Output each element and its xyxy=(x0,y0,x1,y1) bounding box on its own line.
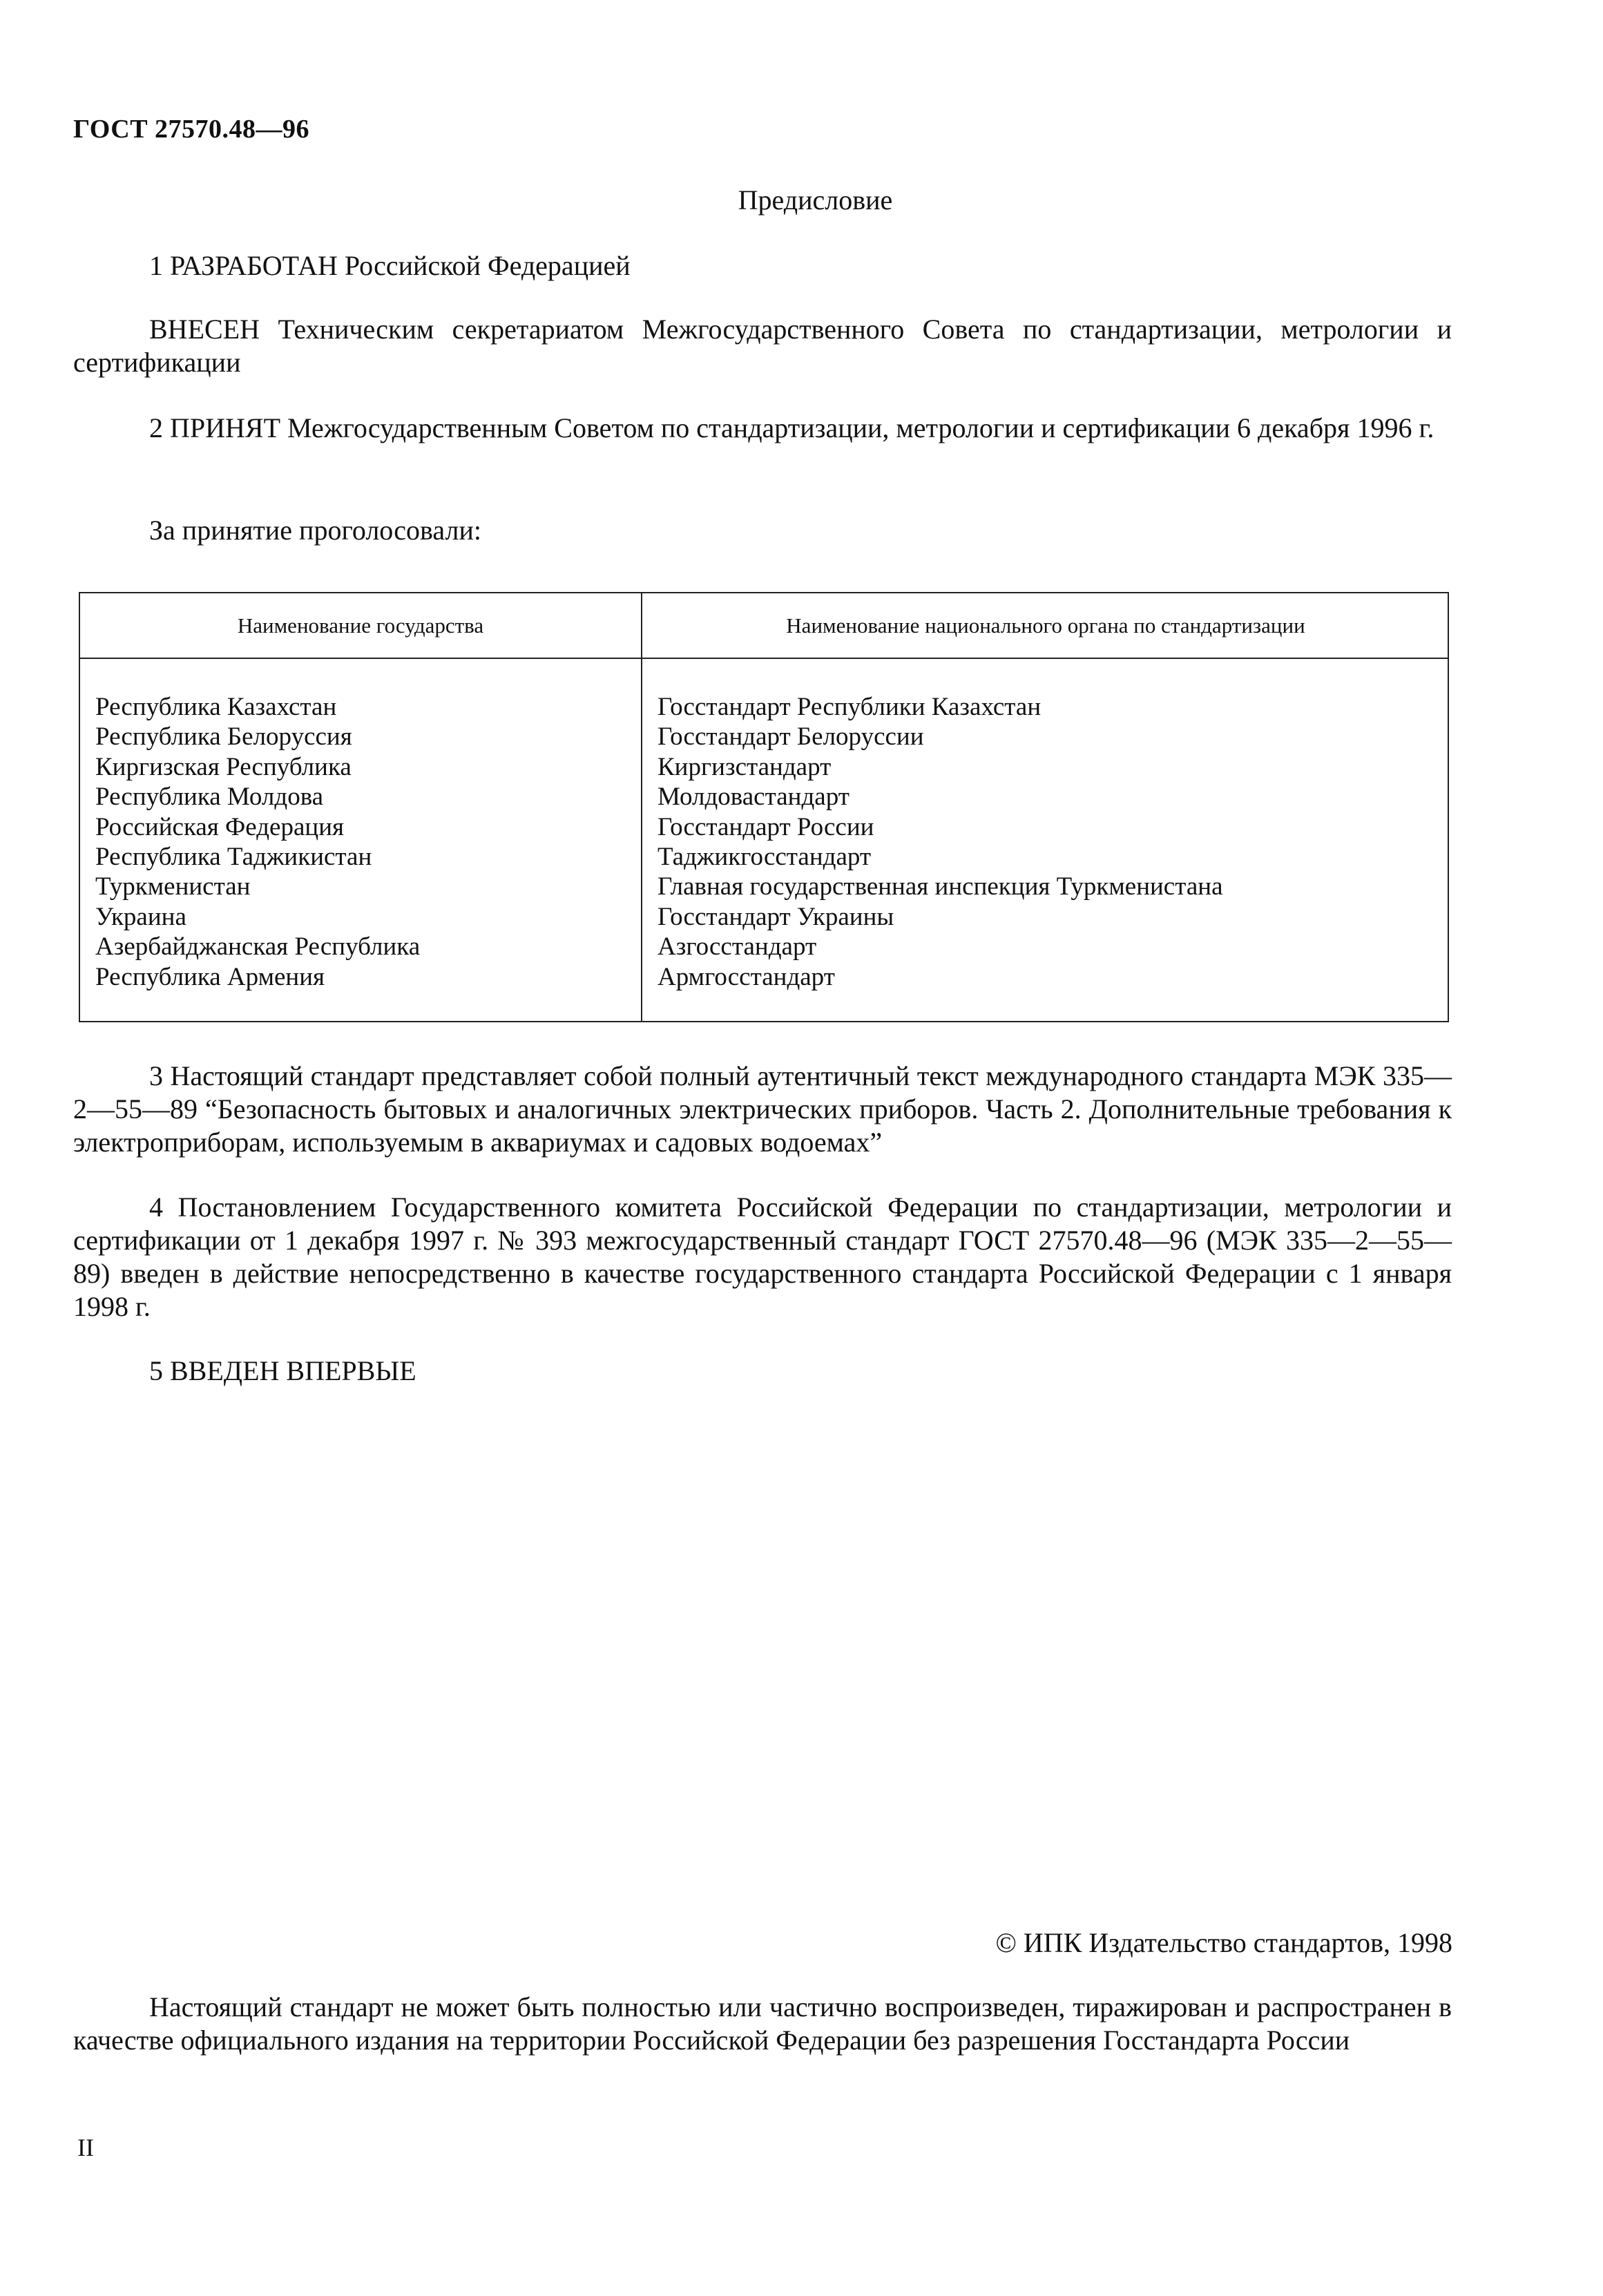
paragraph-first-introduced: 5 ВВЕДЕН ВПЕРВЫЕ xyxy=(149,1355,416,1386)
reproduction-notice: Настоящий стандарт не может быть полностью или частично воспроизведен, тиражирован и распространен в качестве официального издания на территории Российской Федерации без разрешения Госстандарта России xyxy=(73,1991,1452,2056)
table-cell-state: Республика Армения xyxy=(95,962,325,991)
table-cell-body: Госстандарт Белоруссии xyxy=(657,723,924,752)
section-heading: Предисловие xyxy=(738,184,893,216)
table-header-state: Наименование государства xyxy=(237,613,484,638)
table-cell-body: Азгосстандарт xyxy=(657,932,817,962)
document-code: ГОСТ 27570.48—96 xyxy=(73,115,310,144)
table-cell-state: Республика Молдова xyxy=(95,783,324,812)
page-number: II xyxy=(77,2134,94,2161)
voting-table xyxy=(79,592,1449,1022)
table-cell-body: Армгосстандарт xyxy=(657,962,835,991)
table-cell-state: Туркменистан xyxy=(95,872,251,901)
table-header-body: Наименование национального органа по стандартизации xyxy=(786,613,1305,638)
table-header-divider xyxy=(80,658,1448,659)
body-list xyxy=(657,692,1223,992)
paragraph-resolution: 4 Постановлением Государственного комитета Российской Федерации по стандартизации, метрологии и сертификации от 1 декабря 1997 г. № 393 межгосударственный стандарт ГОСТ 27570.48—96 (МЭК 335—2—55—89) введен в действие непосредственно в качестве государственного стандарта Российской Федерации с 1 января 1998 г. xyxy=(73,1192,1452,1322)
table-cell-body: Госстандарт России xyxy=(657,812,874,841)
table-cell-state: Украина xyxy=(95,902,186,931)
table-cell-body: Таджикгосстандарт xyxy=(657,843,872,872)
state-list xyxy=(95,692,420,992)
paragraph-developed: 1 РАЗРАБОТАН Российской Федерацией xyxy=(149,250,631,281)
table-cell-state: Республика Таджикистан xyxy=(95,843,372,872)
table-cell-body: Госстандарт Украины xyxy=(657,902,894,931)
table-cell-body: Молдовастандарт xyxy=(657,783,850,812)
table-cell-state: Республика Белоруссия xyxy=(95,723,352,752)
table-cell-state: Азербайджанская Республика xyxy=(95,932,421,962)
table-cell-state: Киргизская Республика xyxy=(95,752,352,781)
paragraph-authentic-text: 3 Настоящий стандарт представляет собой полный аутентичный текст международного стандарта МЭК 335—2—55—89 “Безопасность бытовых и аналогичных электрических приборов. Часть 2. Дополнительные требования к электроприборам, используемым в аквариумах и садовых водоемах” xyxy=(73,1060,1452,1158)
paragraph-voted: За принятие проголосовали: xyxy=(149,515,481,546)
copyright-notice: © ИПК Издательство стандартов, 1998 xyxy=(995,1927,1452,1958)
table-cell-body: Главная государственная инспекция Туркменистана xyxy=(657,872,1223,901)
table-cell-body: Киргизстандарт xyxy=(657,752,832,781)
table-cell-body: Госстандарт Республики Казахстан xyxy=(657,693,1042,721)
paragraph-adopted: 2 ПРИНЯТ Межгосударственным Советом по стандартизации, метрологии и сертификации 6 декабря 1996 г. xyxy=(149,412,1434,443)
table-cell-state: Республика Казахстан xyxy=(95,693,337,721)
table-cell-state: Российская Федерация xyxy=(95,812,345,841)
paragraph-introduced: ВНЕСЕН Техническим секретариатом Межгосударственного Совета по стандартизации, метрологии и сертификации xyxy=(73,314,1452,378)
